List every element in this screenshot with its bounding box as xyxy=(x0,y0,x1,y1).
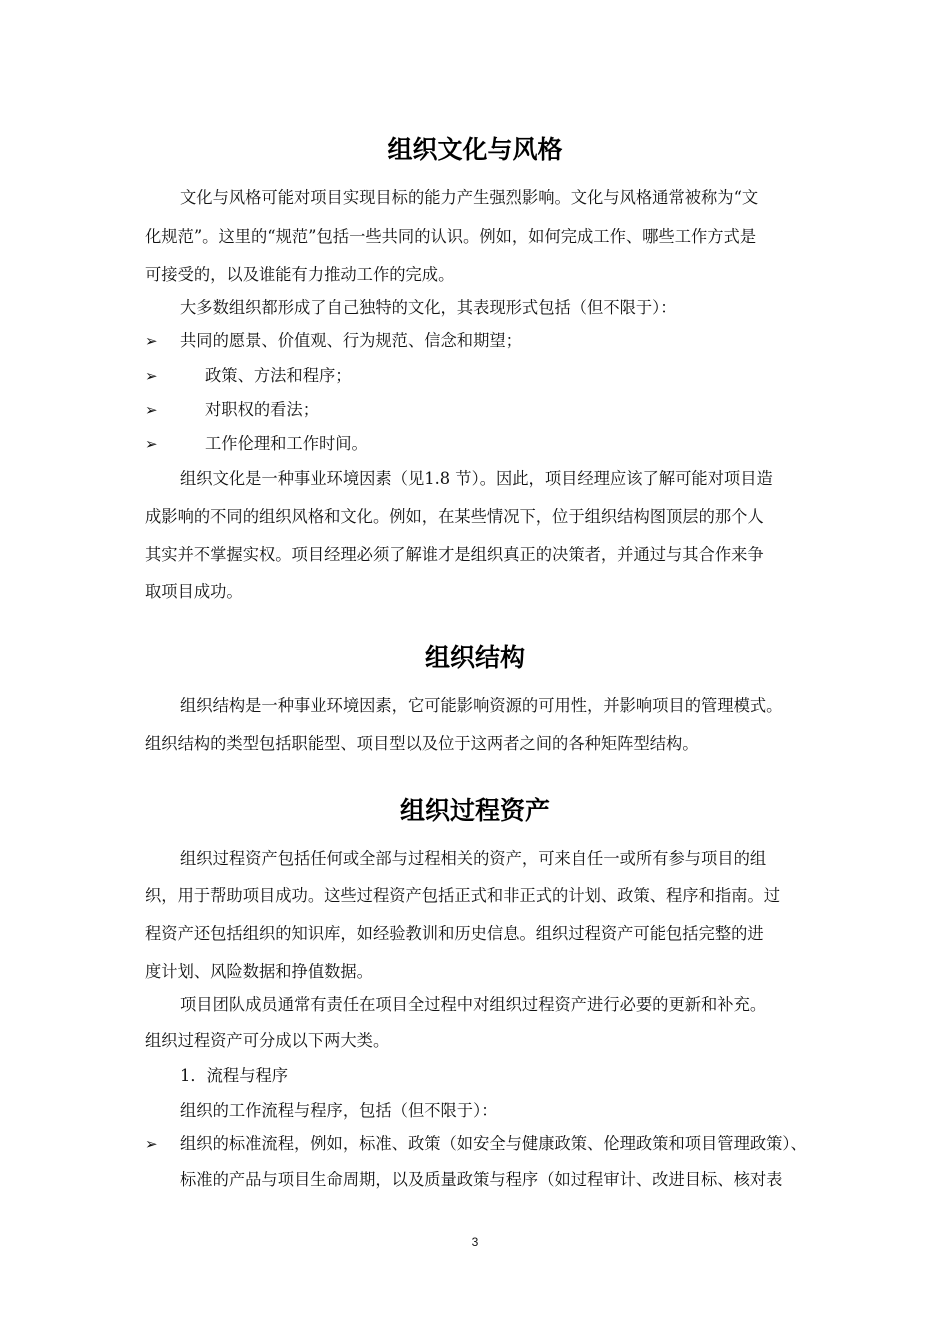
bullet-arrow-icon: ➢ xyxy=(145,1135,158,1153)
assets-subheading-1: 1．流程与程序 xyxy=(180,1066,289,1085)
heading-culture: 组织文化与风格 xyxy=(387,135,563,164)
culture-p2: 大多数组织都形成了自己独特的文化，其表现形式包括（但不限于）： xyxy=(180,298,677,317)
assets-p1-line2: 织，用于帮助项目成功。这些过程资产包括正式和非正式的计划、政策、程序和指南。过 xyxy=(145,886,780,905)
culture-p3-line4: 取项目成功。 xyxy=(145,582,243,601)
culture-p3-line2: 成影响的不同的组织风格和文化。例如，在某些情况下，位于组织结构图顶层的那个人 xyxy=(145,507,764,526)
bullet-arrow-icon: ➢ xyxy=(145,401,158,419)
page-number: 3 xyxy=(471,1235,479,1249)
structure-p1-line2: 组织结构的类型包括职能型、项目型以及位于这两者之间的各种矩阵型结构。 xyxy=(145,734,699,753)
assets-bullet-1-line1: 组织的标准流程，例如，标准、政策（如安全与健康政策、伦理政策和项目管理政策）、 xyxy=(180,1134,807,1153)
culture-p1-line2: 化规范”。这里的“规范”包括一些共同的认识。例如，如何完成工作、哪些工作方式是 xyxy=(145,227,757,246)
culture-bullet-3: 对职权的看法； xyxy=(205,400,319,419)
structure-p1-line1: 组织结构是一种事业环境因素，它可能影响资源的可用性，并影响项目的管理模式。 xyxy=(180,696,783,715)
culture-p1-line1: 文化与风格可能对项目实现目标的能力产生强烈影响。文化与风格通常被称为“文 xyxy=(180,188,759,207)
bullet-arrow-icon: ➢ xyxy=(145,367,158,385)
culture-p3-line3: 其实并不掌握实权。项目经理必须了解谁才是组织真正的决策者，并通过与其合作来争 xyxy=(145,545,764,564)
assets-p2-line2: 组织过程资产可分成以下两大类。 xyxy=(145,1031,390,1050)
assets-p2-line1: 项目团队成员通常有责任在项目全过程中对组织过程资产进行必要的更新和补充。 xyxy=(180,995,767,1014)
assets-p1-line4: 度计划、风险数据和挣值数据。 xyxy=(145,962,373,981)
assets-bullet-1-line2: 标准的产品与项目生命周期，以及质量政策与程序（如过程审计、改进目标、核对表 xyxy=(180,1170,783,1189)
heading-structure: 组织结构 xyxy=(424,643,525,672)
culture-p1-line3: 可接受的，以及谁能有力推动工作的完成。 xyxy=(145,265,455,284)
culture-bullet-1: 共同的愿景、价值观、行为规范、信念和期望； xyxy=(180,331,522,350)
assets-p3: 组织的工作流程与程序，包括（但不限于）： xyxy=(180,1101,498,1120)
culture-p3-line1: 组织文化是一种事业环境因素（见1.8 节）。因此，项目经理应该了解可能对项目造 xyxy=(180,469,773,488)
culture-bullet-2: 政策、方法和程序； xyxy=(205,366,352,385)
culture-bullet-4: 工作伦理和工作时间。 xyxy=(205,434,368,453)
heading-assets: 组织过程资产 xyxy=(399,796,550,825)
assets-p1-line1: 组织过程资产包括任何或全部与过程相关的资产，可来自任一或所有参与项目的组 xyxy=(180,849,767,868)
bullet-arrow-icon: ➢ xyxy=(145,435,158,453)
bullet-arrow-icon: ➢ xyxy=(145,332,158,350)
assets-p1-line3: 程资产还包括组织的知识库，如经验教训和历史信息。组织过程资产可能包括完整的进 xyxy=(145,924,764,943)
